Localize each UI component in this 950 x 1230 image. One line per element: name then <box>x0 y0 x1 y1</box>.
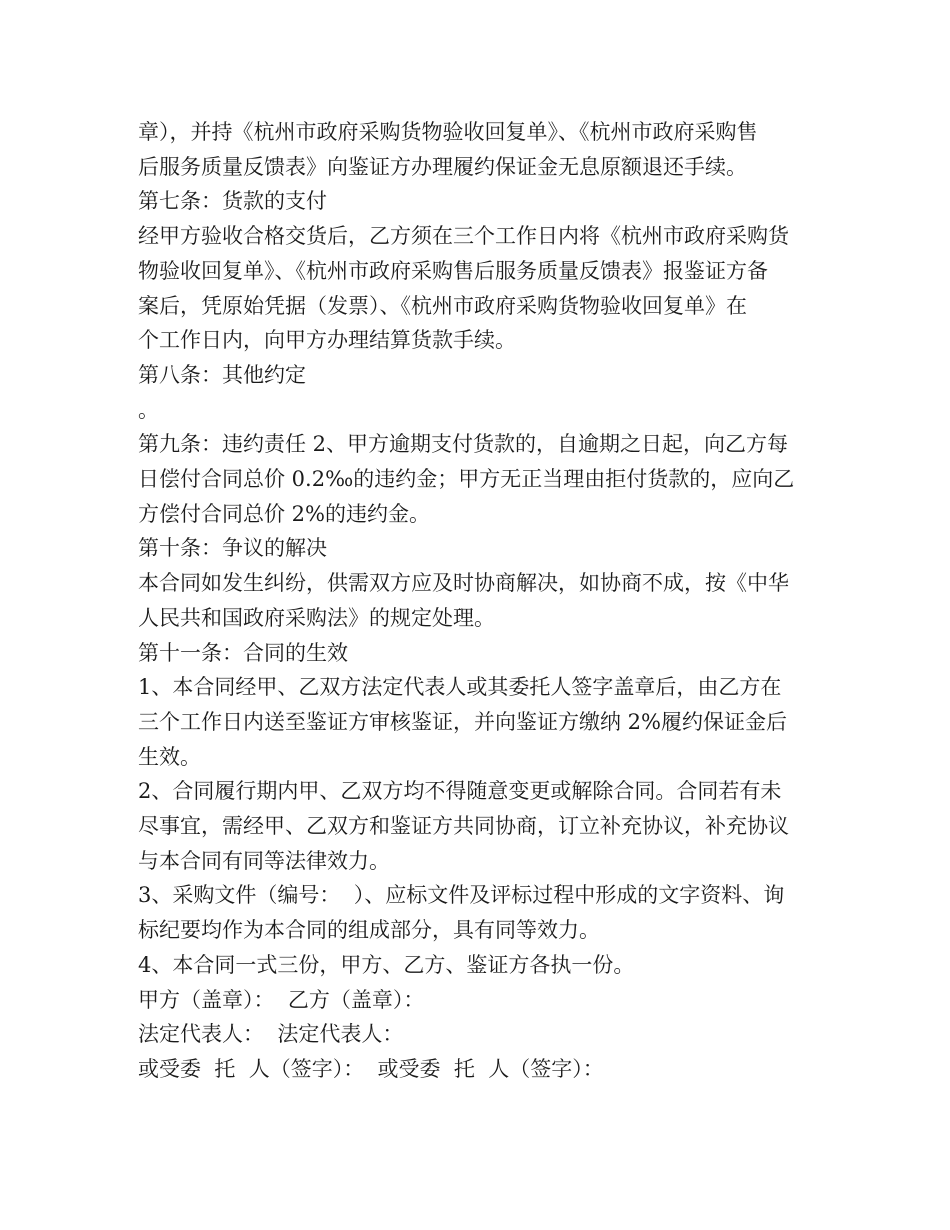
paragraph-payment: 经甲方验收合格交货后，乙方须在三个工作日内将《杭州市政府采购货 物验收回复单》、《杭州市政府采购售后服务质量反馈表》报鉴证方备 案后，凭原始凭据（发票）、《杭州市政府采购货物验收回复单》在 个工作日内，向甲方办理结算货款手续。 <box>138 224 789 353</box>
signature-agent-line: 或受委 托 人（签字）： 或受委 托 人（签字）： <box>138 1056 604 1081</box>
heading-article-7: 第七条：货款的支付 <box>138 189 327 214</box>
heading-article-11: 第十一条：合同的生效 <box>138 640 348 665</box>
signature-seal-line: 甲方（盖章）： 乙方（盖章）： <box>138 987 425 1012</box>
signature-representative-line: 法定代表人： 法定代表人： <box>138 1022 404 1047</box>
paragraph-effect-item-2: 2、合同履行期内甲、乙双方均不得随意变更或解除合同。合同若有未 尽事宜，需经甲、乙双方和鉴证方共同协商，订立补充协议，补充协议 与本合同有同等法律效力。 <box>138 779 789 873</box>
heading-article-10: 第十条：争议的解决 <box>138 536 327 561</box>
heading-article-8: 第八条：其他约定 <box>138 362 306 387</box>
paragraph-effect-item-4: 4、本合同一式三份，甲方、乙方、鉴证方各执一份。 <box>138 952 635 977</box>
paragraph-other-terms: 。 <box>138 397 159 422</box>
document-body <box>138 115 818 1087</box>
paragraph-article-9-liability: 第九条：违约责任 2、甲方逾期支付货款的，自逾期之日起，向乙方每 日偿付合同总价 0.2‰的违约金；甲方无正当理由拒付货款的，应向乙 方偿付合同总价 2%的违约金。 <box>138 432 795 526</box>
paragraph-refund-clause: 章），并持《杭州市政府采购货物验收回复单》、《杭州市政府采购售 后服务质量反馈表》向鉴证方办理履约保证金无息原额退还手续。 <box>138 120 758 179</box>
paragraph-effect-item-1: 1、本合同经甲、乙双方法定代表人或其委托人签字盖章后，由乙方在 三个工作日内送至鉴证方审核鉴证，并向鉴证方缴纳 2%履约保证金后 生效。 <box>138 675 787 769</box>
paragraph-dispute-resolution: 本合同如发生纠纷，供需双方应及时协商解决，如协商不成，按《中华 人民共和国政府采购法》的规定处理。 <box>138 571 789 630</box>
paragraph-effect-item-3: 3、采购文件（编号： ）、应标文件及评标过程中形成的文字资料、询 标纪要均作为本合同的组成部分，具有同等效力。 <box>138 883 785 943</box>
